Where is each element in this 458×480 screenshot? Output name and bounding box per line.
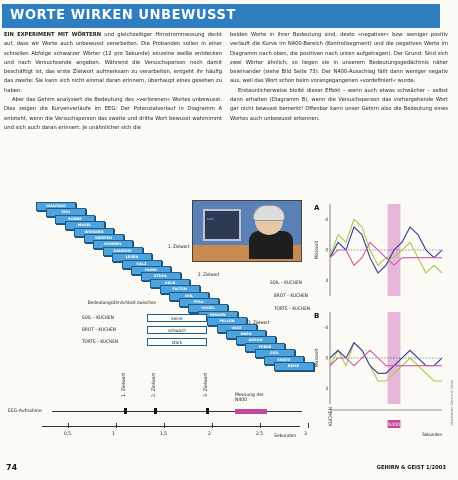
word-tag-1: 1. Zielwort [168,244,190,249]
page-number: 74 [6,463,18,472]
series-line [330,242,442,265]
word-text: TAXI [60,210,71,215]
paragraph-2: Aber das Gehirn analysiert die Bedeutung des »verlorenen« Wortes unbewusst. Dies zeigen die Kurvenverläufe im EEG: Der Potenzialverlauf in Diagramm A entsteht, wenn die Versuchsperson das zweite und dritte Wort bewusst wahrnimmt und sich auch daran erinnert. Je unähnlicher sich die [4,97,222,131]
n400-text: N400 [388,423,400,428]
kuchen-label: KUCHEN [329,407,334,426]
marker-2 [154,408,157,414]
series-line [330,343,442,374]
word-text: WERFEN [94,236,113,240]
y-tick-label: -4 [324,324,328,330]
marker-label-1: 1. Zielwort [122,372,127,397]
word-text: ANZUG [248,338,263,343]
word-text: HUND [145,268,157,272]
image-credit: Illustration Gehirn & Geist [450,380,454,426]
n400-bar [235,409,267,414]
y-tick-label: -4 [324,216,328,222]
meaning-title: Bedeutungsähnlichkeit zwischen [87,300,157,305]
series-line [330,343,442,381]
axis-tick-label: 0,5 [64,432,72,437]
text-column-right [230,31,448,124]
eeg-recording-label: EEG-Aufnahme [8,409,42,414]
word-text: WALFANG [46,204,66,208]
person-body [249,231,293,259]
y-axis-label: Mikrovolt [314,240,319,260]
axis-tick [164,423,165,428]
word-text: MASEL [77,223,92,228]
axis-tick [212,423,213,428]
magazine-name: GEHIRN & GEIST 1/2003 [376,465,446,471]
word-text: ROBBE [68,216,82,221]
y-axis-label: Mikrovolt [314,348,319,368]
y-tick-label: 4 [325,386,328,392]
meaning-pair: TORTE – KUCHEN [82,339,118,344]
paragraph-1-body: und gleichzeitiger Hirnstrommessung deckt auf, dass wir Worte auch unbewusst verarbeiten. Die Probanden sollen in einer schnellen Abfolge schwarzer Wörter (12 pro Sekunde) einzelne weiße entdecken und nach Versuchsende angeben. Während die Versuchsperson noch damit beschäftigt ist, das erste Zielwort aufmerksam zu verarbeiten, entgeht ihr häufig das zweite: Sie kann sich nicht einmal daran erinnern, überhaupt eines gesehen zu haben. [4,32,223,94]
lead-text: EIN EXPERIMENT MIT WÖRTERN [4,32,102,38]
series-line [330,227,442,273]
word-text: RANDUM [113,248,132,253]
meaning-row [82,326,212,334]
word-text: LESEN [125,255,139,260]
word-text: FEBER [258,344,272,349]
pair-label-1: SOIL – KUCHEN [270,280,302,285]
marker-1 [124,408,127,414]
axis-tick [116,423,117,428]
word-text: PARKEN [209,312,226,317]
meaning-row [82,314,212,322]
word-text: REISE [287,364,300,368]
chart-title: A [314,204,320,212]
header-bar [2,4,440,28]
word-text: GELB [164,280,176,285]
y-tick-label: 0 [325,355,328,361]
axis-tick-label: 1 [112,432,115,437]
marker-label-2: 2. Zielwort [152,372,157,397]
word-text: PFAU [193,300,204,304]
word-text: KÜMMEL [104,242,122,247]
word-text: STUHL [153,274,168,279]
y-tick-label: 4 [325,278,328,284]
axis-unit: Sekunden [274,434,297,439]
word-text: WEIGERN [84,229,104,234]
axis-tick-label: 2 [208,432,211,437]
y-tick-label: 0 [325,247,328,253]
axis-tick-label: 2,5 [256,432,264,437]
axis-tick-label: 1,5 [160,432,168,437]
word-text: MILLEN [219,319,235,324]
meaning-pair: BROT – KUCHEN [82,327,116,332]
screen-word: TAXI [207,217,214,221]
text-column-left [4,31,222,133]
meaning-pair: SOIL – KUCHEN [82,315,114,320]
axis-tick [260,423,261,428]
word-tag-2: 2. Zielwort [198,272,220,277]
meaning-row [82,338,212,346]
monitor-icon [203,209,241,241]
marker-3 [206,408,209,414]
meaning-value: keine [147,314,207,322]
word-tag-3: 3. Zielwort [248,320,270,325]
word-text: VOGEL [201,306,215,311]
word-text: VASE [231,325,242,330]
word-text: SEIL [270,351,279,356]
x-axis-label: Sekunden [422,432,442,437]
meaning-value: stark [147,338,207,346]
axis-tick-label: 3 [304,432,307,437]
eeg-charts [308,200,448,450]
pair-label-2: BROT – KUCHEN [274,293,308,298]
eeg-figure [2,200,448,450]
subject-photo [192,200,302,262]
meaning-value: schwach [147,326,207,334]
word-text: ERNTE [277,357,291,362]
paragraph-4: Erstaunlicherweise bleibt dieser Effekt – wenn auch etwas schwächer – selbst dann erhalten (Diagramm B), wenn die Versuchsperson das vorhergehende Wort gar nicht bewusst bemerkt! Offenbar kann unser Gehirn also die Bedeutung eines Wortes auch unbewusst erkennen. [230,87,448,122]
word-text: FALTEN [172,287,187,292]
eeg-cap-icon [253,205,285,221]
chart-title: B [314,312,320,320]
paragraph-3: beiden Worte in ihrer Bedeutung sind, desto »negativer« bzw. weniger positiv verläuft die Kurve im N400-Bereich (Kontrollsegment) und die negativen Werte im Diagramm nach oben, die positiven nach unten aufgetragen). Der Grund: Sind sich zwei Wörter ähnlich, so liegen sie in unserem Bedeutungsgedächtnis näher beieinander (siehe Bild Seite 73). Der N400-Ausschlag fällt dann weniger negativ aus, weil das Wort schon beim vorangegangenen »vordefiniert« wurde. [230,32,448,85]
paragraph-1 [4,31,222,96]
pair-label-3: TORTE – KUCHEN [274,306,310,311]
axis-tick [68,423,69,428]
page-title: WORTE WIRKEN UNBEWUSST [10,8,236,23]
word-text: SALZ [136,261,147,266]
word-text: OBEN [240,332,252,336]
time-axis [42,426,300,427]
word-text: SEIL [184,293,194,298]
marker-label-3: 3. Zielwort [204,372,209,397]
n400-label: Messung der N400 [235,393,264,403]
timeline [2,372,307,450]
